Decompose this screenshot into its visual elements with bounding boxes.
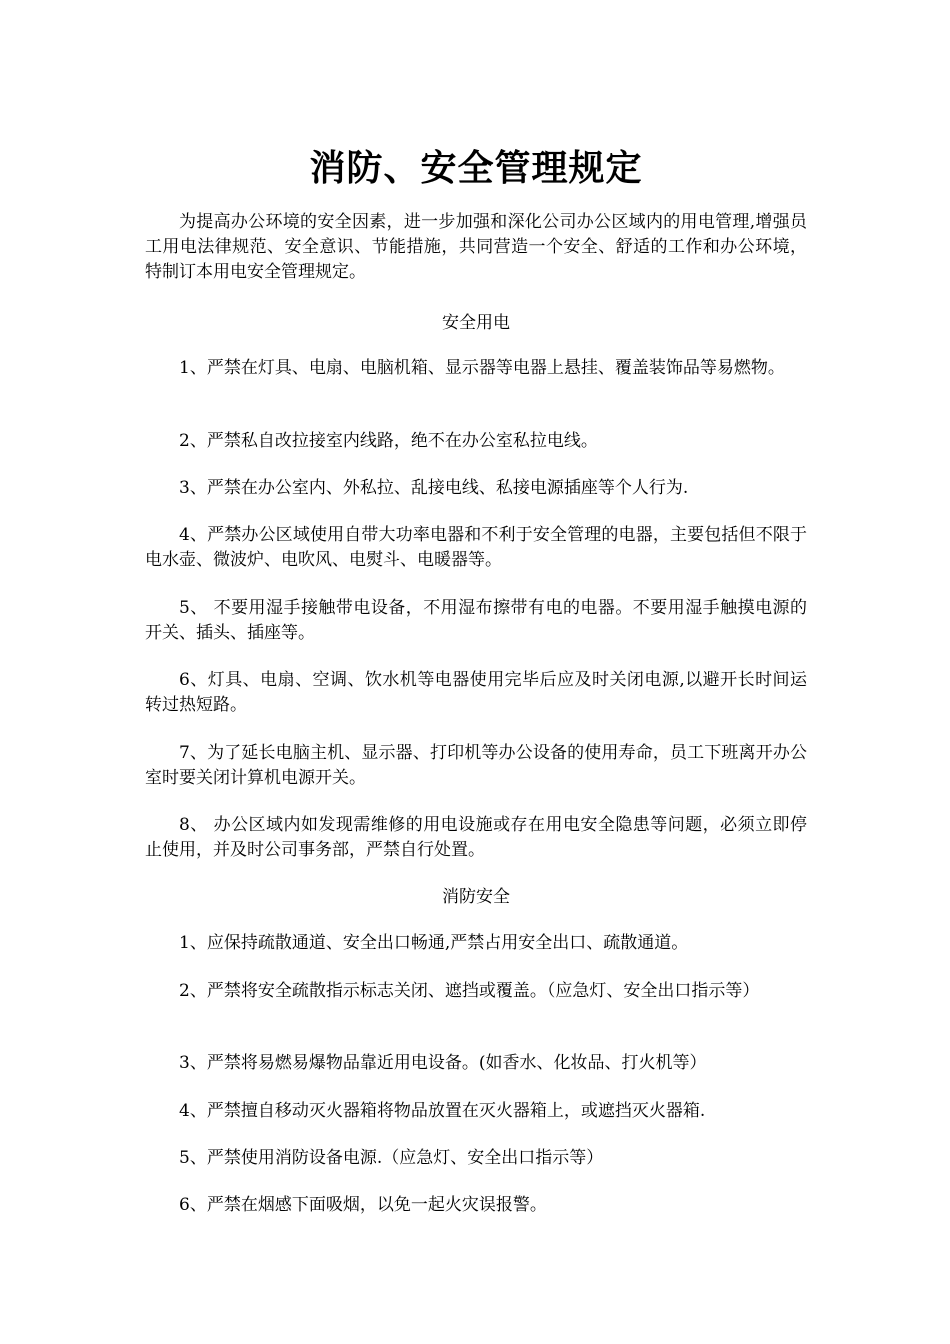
list-item: 4、严禁擅自移动灭火器箱将物品放置在灭火器箱上，或遮挡灭火器箱. (179, 1101, 706, 1121)
document-title: 消防、安全管理规定 (309, 147, 643, 189)
list-item: 2、严禁私自改拉接室内线路，绝不在办公室私拉电线。 (179, 431, 598, 451)
intro-paragraph: 为提高办公环境的安全因素，进一步加强和深化公司办公区域内的用电管理,增强员工用电法律规范、安全意识、节能措施，共同营造一个安全、舒适的工作和办公环境，特制订本用电安全管理规定。 (145, 212, 807, 282)
list-item: 1、严禁在灯具、电扇、电脑机箱、显示器等电器上悬挂、覆盖装饰品等易燃物。 (179, 358, 785, 378)
list-item: 7、为了延长电脑主机、显示器、打印机等办公设备的使用寿命，员工下班离开办公室时要关闭计算机电源开关。 (145, 743, 807, 788)
list-item: 1、应保持疏散通道、安全出口畅通,严禁占用安全出口、疏散通道。 (179, 933, 689, 953)
list-item: 5、 不要用湿手接触带电设备，不用湿布擦带有电的电器。不要用湿手触摸电源的开关、插头、插座等。 (145, 598, 807, 643)
list-item: 6、灯具、电扇、空调、饮水机等电器使用完毕后应及时关闭电源,以避开长时间运转过热短路。 (145, 670, 807, 715)
section-heading-electrical-safety: 安全用电 (442, 313, 510, 333)
list-item: 8、 办公区域内如发现需维修的用电设施或存在用电安全隐患等问题，必须立即停止使用，并及时公司事务部，严禁自行处置。 (145, 815, 807, 860)
list-item: 6、严禁在烟感下面吸烟，以免一起火灾误报警。 (179, 1195, 547, 1215)
list-item: 3、严禁在办公室内、外私拉、乱接电线、私接电源插座等个人行为. (179, 478, 689, 498)
list-item: 5、严禁使用消防设备电源.（应急灯、安全出口指示等） (179, 1148, 604, 1168)
list-item: 3、严禁将易燃易爆物品靠近用电设备。(如香水、化妆品、打火机等） (179, 1053, 707, 1073)
section-heading-fire-safety: 消防安全 (442, 887, 510, 907)
list-item: 4、严禁办公区域使用自带大功率电器和不利于安全管理的电器，主要包括但不限于电水壶、微波炉、电吹风、电熨斗、电暖器等。 (145, 525, 807, 570)
list-item: 2、严禁将安全疏散指示标志关闭、遮挡或覆盖。（应急灯、安全出口指示等） (179, 981, 760, 1001)
